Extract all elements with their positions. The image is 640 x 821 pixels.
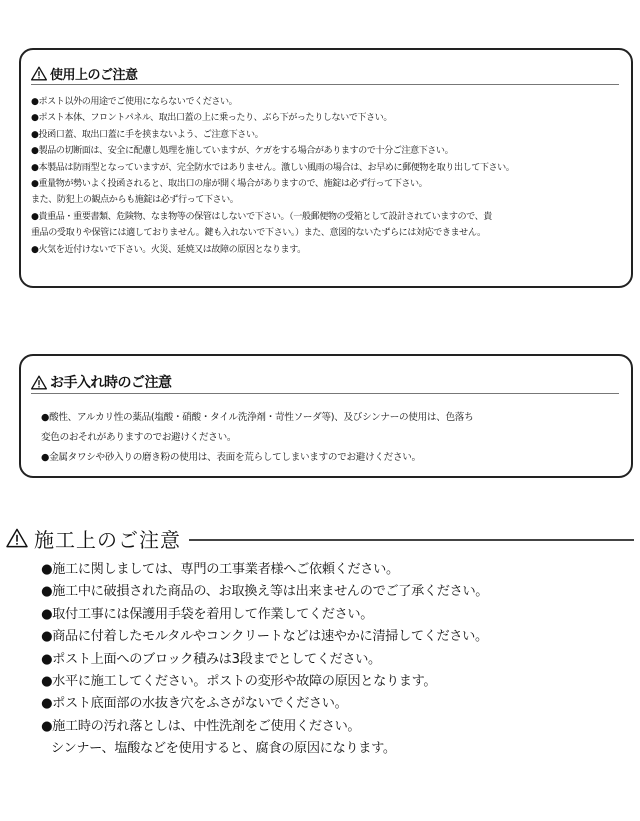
- installation-notice-list: [41, 559, 633, 761]
- list-item: [31, 160, 631, 176]
- item-text: 製品の切断面は、安全に配慮し処理を施していますが、ケガをする場合がありますので十分ご注意下さい。: [38, 146, 454, 157]
- item-text: ポスト底面部の水抜き穴をふさがないでください。: [52, 696, 348, 712]
- item-text: 重量物が勢いよく投函されると、取出口の扉が開く場合がありますので、施錠は必ず行って下さい。: [38, 179, 428, 190]
- bullet: ●: [31, 162, 39, 173]
- list-item: [31, 94, 631, 110]
- item-text: 火気を近付けないで下さい。火災、延焼又は故障の原因となります。: [38, 244, 306, 255]
- maintenance-notice-title: お手入れ時のご注意: [50, 375, 172, 391]
- bullet: ●: [41, 674, 53, 690]
- list-item: [41, 693, 633, 715]
- bullet: ●: [31, 113, 39, 124]
- item-text: 施工時の汚れ落としは、中性洗剤をご使用ください。: [52, 718, 361, 734]
- item-text: ポスト本体、フロントパネル、取出口蓋の上に乗ったり、ぶら下がったりしないで下さい。: [38, 113, 392, 124]
- bullet: ●: [41, 562, 53, 577]
- bullet: ●: [41, 718, 53, 734]
- list-item: [41, 604, 633, 626]
- item-text: 水平に施工してください。ポストの変形や故障の原因となります。: [52, 674, 437, 690]
- bullet: ●: [41, 452, 50, 463]
- item-text: ポスト上面へのブロック積みは3段までとしてください。: [52, 651, 381, 667]
- usage-notice-title: 使用上のご注意: [50, 68, 138, 83]
- usage-notice-heading: [31, 64, 138, 83]
- divider: [31, 393, 619, 394]
- item-text: 取付工事には保護用手袋を着用して作業してください。: [52, 606, 374, 622]
- bullet: ●: [31, 97, 39, 107]
- list-item: [31, 242, 631, 258]
- maintenance-notice-box: [19, 354, 633, 478]
- bullet: ●: [41, 629, 53, 645]
- item-text: ポスト以外の用途でご使用にならないでください。: [38, 97, 238, 107]
- list-item: [41, 671, 633, 693]
- bullet: ●: [31, 146, 39, 157]
- item-text: 投函口蓋、取出口蓋に手を挟まないよう、ご注意下さい。: [38, 129, 264, 140]
- bullet: ●: [41, 696, 53, 712]
- bullet: ●: [31, 244, 39, 255]
- list-item: [31, 209, 631, 242]
- warning-icon: [31, 375, 47, 390]
- list-item: [41, 716, 633, 761]
- divider: [189, 539, 634, 541]
- divider: [31, 84, 619, 85]
- item-text-continued: また、防犯上の観点からも施錠は必ず行って下さい。: [31, 195, 239, 206]
- list-item: [41, 649, 633, 671]
- list-item: [31, 143, 631, 159]
- item-text-continued: 重品の受取りや保管には適しておりません。鍵も入れないで下さい。）また、意図的ないたずらには対応できません。: [31, 228, 486, 239]
- item-text: 本製品は防雨型となっていますが、完全防水ではありません。激しい風雨の場合は、お早めに郵便物を取り出して下さい。: [38, 162, 515, 173]
- item-text: 貴重品・重要書類、危険物、なま物等の保管はしないで下さい。（一般郵便物の受箱として設計されていますので、貴: [38, 211, 492, 222]
- list-item: [31, 176, 631, 209]
- usage-notice-box: [19, 48, 633, 288]
- item-text-continued: 変色のおそれがありますのでお避けください。: [41, 432, 237, 443]
- bullet: ●: [41, 584, 53, 600]
- list-item: [31, 110, 631, 126]
- list-item: [31, 127, 631, 143]
- list-item: [41, 581, 633, 603]
- item-text-continued: シンナー、塩酸などを使用すると、腐食の原因になります。: [51, 741, 396, 757]
- list-item: [41, 448, 625, 468]
- warning-icon: [6, 528, 28, 548]
- bullet: ●: [41, 606, 53, 622]
- bullet: ●: [41, 651, 53, 667]
- maintenance-notice-heading: [31, 372, 172, 392]
- usage-notice-list: [31, 94, 631, 258]
- installation-notice-heading: [6, 524, 634, 552]
- list-item: [41, 408, 625, 448]
- bullet: ●: [31, 129, 39, 140]
- item-text: 酸性、アルカリ性の薬品(塩酸・硝酸・タイル洗浄剤・苛性ソーダ等)、及びシンナーの使用は、色落ち: [49, 412, 474, 423]
- item-text: 施工に関しましては、専門の工事業者様へご依頼ください。: [52, 562, 399, 577]
- warning-icon: [31, 66, 47, 81]
- bullet: ●: [31, 211, 39, 222]
- bullet: ●: [41, 412, 50, 423]
- list-item: [41, 559, 633, 581]
- installation-notice-title: 施工上のご注意: [34, 527, 181, 552]
- item-text: 商品に付着したモルタルやコンクリートなどは速やかに清掃してください。: [52, 629, 488, 645]
- item-text: 施工中に破損された商品の、お取換え等は出来ませんのでご了承ください。: [52, 584, 489, 600]
- maintenance-notice-list: [41, 408, 625, 468]
- list-item: [41, 626, 633, 648]
- item-text: 金属タワシや砂入りの磨き粉の使用は、表面を荒らしてしまいますのでお避けください。: [49, 452, 421, 463]
- bullet: ●: [31, 179, 39, 190]
